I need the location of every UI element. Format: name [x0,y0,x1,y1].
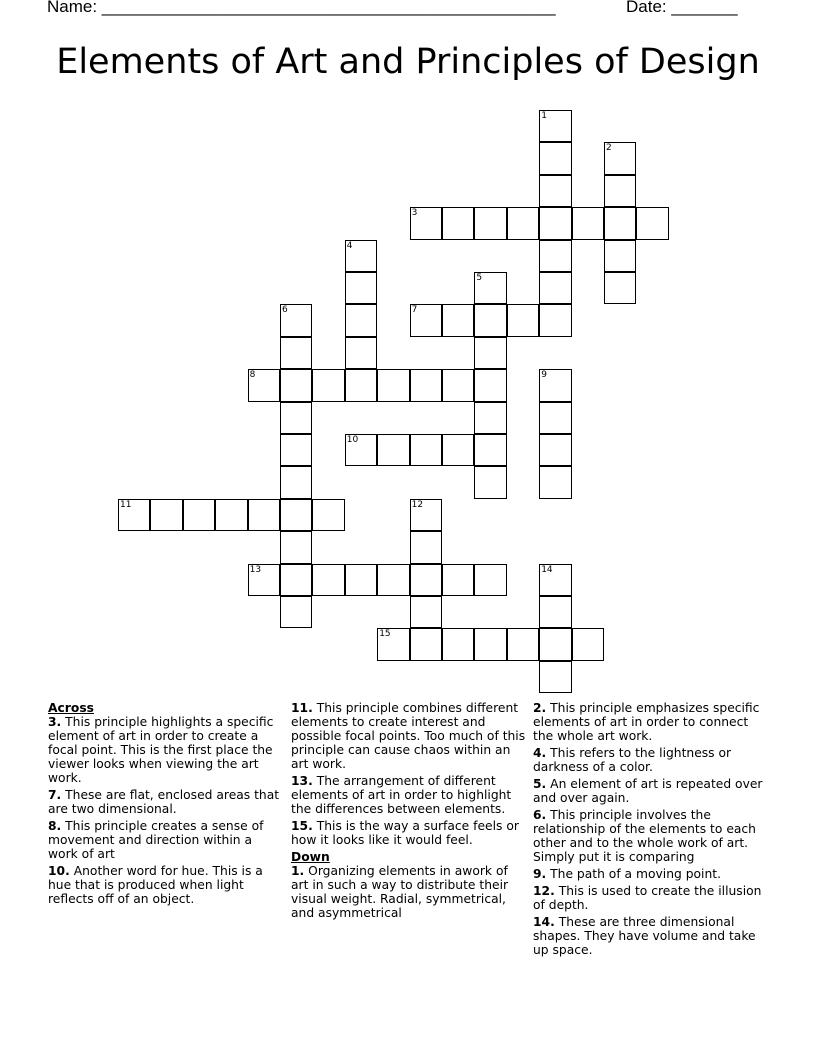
clue-number: 9. [533,867,547,881]
grid-cell[interactable] [474,434,506,466]
grid-cell[interactable] [539,434,571,466]
grid-cell[interactable] [474,369,506,401]
grid-cell[interactable] [539,142,571,174]
grid-cell[interactable] [410,596,442,628]
grid-cell[interactable] [539,207,571,239]
clue-number: 1. [291,864,305,878]
down-clue-1 [291,864,527,920]
cell-number: 10 [346,435,359,445]
cell-number: 2 [606,143,612,154]
grid-cell[interactable] [442,304,474,336]
grid-cell[interactable] [410,531,442,563]
grid-cell[interactable] [539,240,571,272]
name-field-label: Name: ________________________________________________ [47,0,556,16]
grid-cell[interactable] [474,628,506,660]
grid-cell[interactable] [507,628,539,660]
clue-number: 13. [291,774,313,788]
grid-cell[interactable] [345,369,377,401]
grid-cell[interactable] [345,564,377,596]
clue-text: The arrangement of different elements of art in order to highlight the differences between elements. [291,774,512,816]
grid-cell[interactable] [410,207,442,239]
grid-cell[interactable] [474,337,506,369]
down-clue-9 [533,867,769,881]
grid-cell[interactable] [280,564,312,596]
grid-cell[interactable] [410,564,442,596]
clues-column-1 [48,701,284,909]
clue-number: 6. [533,808,547,822]
down-heading: Down [291,850,330,864]
across-clue-13 [291,774,527,816]
across-clue-10 [48,864,284,906]
clue-text: Organizing elements in awork of art in such a way to distribute their visual weight. Radial, symmetrical, and asymmetrical [291,864,509,920]
grid-cell[interactable] [345,240,377,272]
clue-number: 4. [533,746,547,760]
grid-cell[interactable] [248,564,280,596]
cell-number: 5 [476,273,483,283]
grid-cell[interactable] [539,564,571,596]
cell-number: 11 [120,499,132,510]
grid-cell[interactable] [474,272,506,304]
clue-text: This refers to the lightness or darkness of a color. [533,746,732,774]
grid-cell[interactable] [410,434,442,466]
cell-number: 3 [411,208,418,219]
grid-cell[interactable] [410,499,442,531]
cell-number: 13 [249,564,262,575]
cell-number: 1 [541,111,547,121]
across-clue-8 [48,819,284,861]
cell-number: 7 [411,305,418,316]
clue-text: This principle highlights a specific element of art in order to create a focal point. This is the first place the viewer looks when viewing the art work. [48,715,274,785]
grid-cell[interactable] [118,499,150,531]
grid-cell[interactable] [312,499,344,531]
cell-number: 14 [541,564,553,575]
grid-cell[interactable] [442,207,474,239]
grid-cell[interactable] [410,304,442,336]
grid-cell[interactable] [150,499,182,531]
grid-cell[interactable] [377,369,409,401]
clue-text: This principle involves the relationship of the elements to each other and to the whole work of art. Simply put it is comparing [533,808,756,864]
grid-cell[interactable] [572,628,604,660]
clue-text: This principle creates a sense of movement and direction within a work of art [48,819,264,861]
grid-cell[interactable] [474,402,506,434]
grid-cell[interactable] [280,466,312,498]
grid-cell[interactable] [345,272,377,304]
down-clue-5 [533,777,769,805]
cell-number: 6 [282,305,288,316]
grid-cell[interactable] [410,369,442,401]
down-clue-12 [533,884,769,912]
grid-cell[interactable] [345,304,377,336]
down-clue-14 [533,915,769,957]
grid-cell[interactable] [410,628,442,660]
clue-number: 2. [533,701,547,715]
clue-text: This principle combines different elements to create interest and possible focal points. Too much of this principle can cause chaos within an art work. [291,701,526,771]
date-field-label: Date: _______ [626,0,738,16]
cell-number: 4 [346,240,353,251]
grid-cell[interactable] [345,337,377,369]
cell-number: 8 [249,370,256,381]
grid-cell[interactable] [377,434,409,466]
grid-cell[interactable] [377,564,409,596]
grid-cell[interactable] [636,207,668,239]
clue-text: Another word for hue. This is a hue that is produced when light reflects off of an object. [48,864,263,906]
cell-number: 12 [411,499,424,510]
clue-number: 12. [533,884,555,898]
grid-cell[interactable] [604,175,636,207]
across-clue-3 [48,715,284,785]
grid-cell[interactable] [280,402,312,434]
grid-cell[interactable] [604,142,636,174]
clue-text: The path of a moving point. [550,867,721,881]
clue-number: 14. [533,915,555,929]
grid-cell[interactable] [248,369,280,401]
clue-text: This is used to create the illusion of depth. [533,884,762,912]
grid-cell[interactable] [312,564,344,596]
grid-cell[interactable] [474,304,506,336]
clue-text: This principle emphasizes specific elements of art in order to connect the whole art work. [533,701,760,743]
grid-cell[interactable] [539,466,571,498]
grid-cell[interactable] [280,499,312,531]
grid-cell[interactable] [280,531,312,563]
grid-cell[interactable] [442,628,474,660]
grid-cell[interactable] [604,272,636,304]
clue-number: 8. [48,819,62,833]
grid-cell[interactable] [442,369,474,401]
clue-number: 15. [291,819,313,833]
clue-number: 7. [48,788,62,802]
grid-cell[interactable] [280,596,312,628]
grid-cell[interactable] [604,207,636,239]
grid-cell[interactable] [474,466,506,498]
grid-cell[interactable] [539,369,571,401]
across-heading: Across [48,701,94,715]
grid-cell[interactable] [377,628,409,660]
grid-cell[interactable] [474,207,506,239]
clue-text: These are flat, enclosed areas that are two dimensional. [48,788,280,816]
down-clue-4 [533,746,769,774]
grid-cell[interactable] [539,110,571,142]
clues-column-3 [533,701,769,960]
cell-number: 9 [541,370,547,381]
clues-column-2 [291,701,527,923]
grid-cell[interactable] [183,499,215,531]
across-clue-7 [48,788,284,816]
grid-cell[interactable] [507,207,539,239]
clue-number: 11. [291,701,313,715]
grid-cell[interactable] [539,175,571,207]
grid-cell[interactable] [280,434,312,466]
across-clue-11 [291,701,527,771]
clue-number: 10. [48,864,70,878]
grid-cell[interactable] [507,304,539,336]
grid-cell[interactable] [572,207,604,239]
grid-cell[interactable] [474,564,506,596]
grid-cell[interactable] [442,564,474,596]
down-clue-2 [533,701,769,743]
clue-text: An element of art is repeated over and over again. [533,777,763,805]
grid-cell[interactable] [604,240,636,272]
clue-number: 3. [48,715,62,729]
grid-cell[interactable] [539,272,571,304]
grid-cell[interactable] [280,337,312,369]
cell-number: 15 [379,629,391,640]
clue-text: This is the way a surface feels or how it looks like it would feel. [291,819,519,847]
grid-cell[interactable] [539,304,571,336]
grid-cell[interactable] [248,499,280,531]
grid-cell[interactable] [442,434,474,466]
clue-number: 5. [533,777,547,791]
grid-cell[interactable] [280,304,312,336]
grid-cell[interactable] [312,369,344,401]
grid-cell[interactable] [539,628,571,660]
down-clue-6 [533,808,769,864]
grid-cell[interactable] [539,402,571,434]
grid-cell[interactable] [345,434,377,466]
grid-cell[interactable] [215,499,247,531]
clue-text: These are three dimensional shapes. They have volume and take up space. [533,915,756,957]
page-title: Elements of Art and Principles of Design [56,42,760,82]
grid-cell[interactable] [280,369,312,401]
grid-cell[interactable] [539,596,571,628]
grid-cell[interactable] [539,661,571,693]
across-clue-15 [291,819,527,847]
